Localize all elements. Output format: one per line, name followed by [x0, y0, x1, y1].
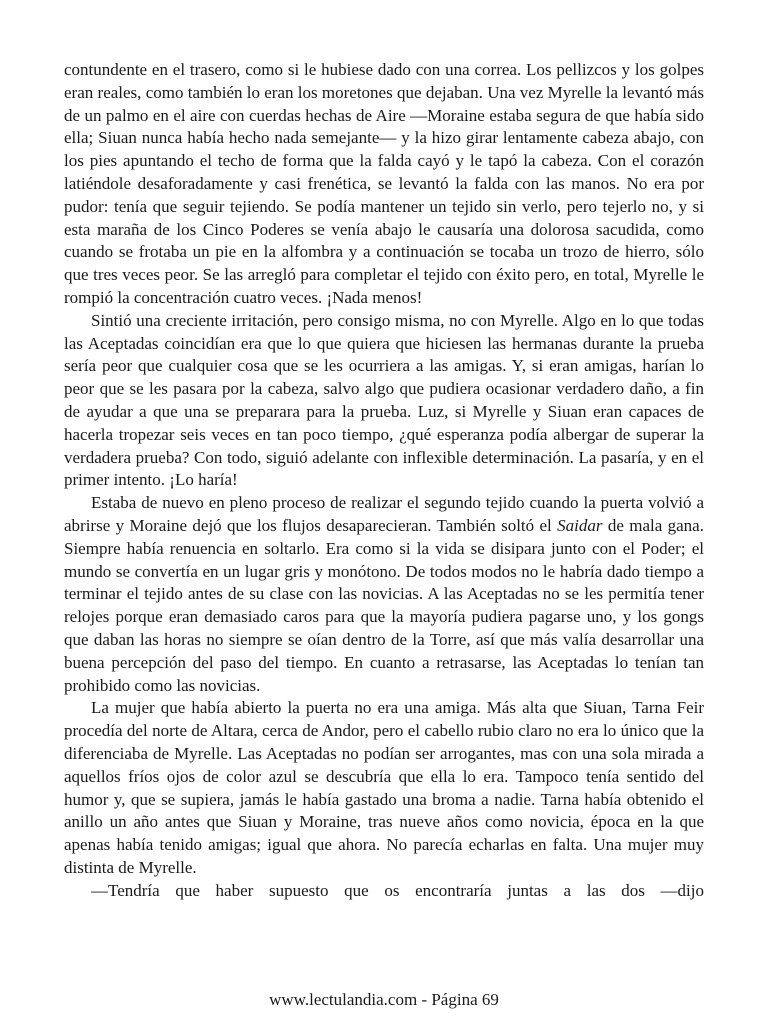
paragraph — [64, 697, 704, 879]
text-run: La mujer que había abierto la puerta no era una amiga. Más alta que Siuan, Tarna Feir procedía del norte de Altara, cerca de Andor, pero el cabello rubio claro no era lo único que la diferenciaba de Myrelle. Las Aceptadas no podían ser arrogantes, mas con una sola mirada a aquellos fríos ojos de color azul se descubría que ella lo era. Tampoco tenía sentido del humor y, que se supiera, jamás le había gastado una broma a nadie. Tarna había obtenido el anillo un año antes que Siuan y Moraine, tras nueve años como novicia, época en la que apenas había tenido amigas; igual que ahora. No parecía echarlas en falta. Una mujer muy distinta de Myrelle. — [64, 698, 704, 877]
paragraph — [64, 59, 704, 310]
text-run: contundente en el trasero, como si le hubiese dado con una correa. Los pellizcos y los golpes eran reales, como también lo eran los moretones que dejaban. Una vez Myrelle la levantó más de un palmo en el aire con cuerdas hechas de Aire —Moraine estaba segura de que había sido ella; Siuan nunca había hecho nada semejante— y la hizo girar lentamente cabeza abajo, con los pies apuntando el techo de forma que la falda cayó y le tapó la cabeza. Con el corazón latiéndole desaforadamente y casi frenética, se levantó la falda con las manos. No era por pudor: tenía que seguir tejiendo. Se podía mantener un tejido sin verlo, pero tejerlo no, y si esta maraña de los Cinco Poderes se venía abajo le causaría una dolorosa sacudida, como cuando se frotaba un pie en la alfombra y a continuación se tocaba un trozo de hierro, sólo que tres veces peor. Se las arregló para completar el tejido con éxito pero, en total, Myrelle le rompió la concentración cuatro veces. ¡Nada menos! — [64, 60, 704, 307]
text-run: Estaba de nuevo en pleno proceso de realizar el segundo tejido cuando la puerta volvió a abrirse y Moraine dejó que los flujos desaparecieran. También soltó el — [64, 493, 704, 535]
italic-text-run: Saidar — [557, 515, 603, 535]
paragraph — [64, 880, 704, 903]
page-footer: www.lectulandia.com - Página 69 — [269, 990, 499, 1009]
page-body — [64, 59, 704, 902]
paragraph — [64, 492, 704, 697]
text-run: Sintió una creciente irritación, pero consigo misma, no con Myrelle. Algo en lo que todas las Aceptadas coincidían era que lo que quiera que hiciesen las hermanas durante la prueba sería peor que cualquier cosa que se les ocurriera a las amigas. Y, si eran amigas, harían lo peor que se les pasara por la cabeza, salvo algo que pudiera ocasionar verdadero daño, a fin de ayudar a que una se preparara para la prueba. Luz, si Myrelle y Siuan eran capaces de hacerla tropezar seis veces en tan poco tiempo, ¿qué esperanza podía albergar de superar la verdadera prueba? Con todo, siguió adelante con inflexible determinación. La pasaría, y en el primer intento. ¡Lo haría! — [64, 310, 704, 490]
paragraph — [64, 310, 704, 492]
text-run: —Tendría que haber supuesto que os encontraría juntas a las dos —dijo — [91, 880, 704, 900]
text-run: de mala gana. Siempre había renuencia en soltarlo. Era como si la vida se disipara junto con el Poder; el mundo se convertía en un lugar gris y monótono. De todos modos no le habría dado tiempo a terminar el tejido antes de su clase con las novicias. A las Aceptadas no se les permitía tener relojes porque eran demasiado caros para que la mayoría pudiera pagarse uno, y los gongs que daban las horas no siempre se oían dentro de la Torre, así que más valía desarrollar una buena percepción del paso del tiempo. En cuanto a retrasarse, las Aceptadas lo tenían tan prohibido como las novicias. — [64, 515, 704, 695]
